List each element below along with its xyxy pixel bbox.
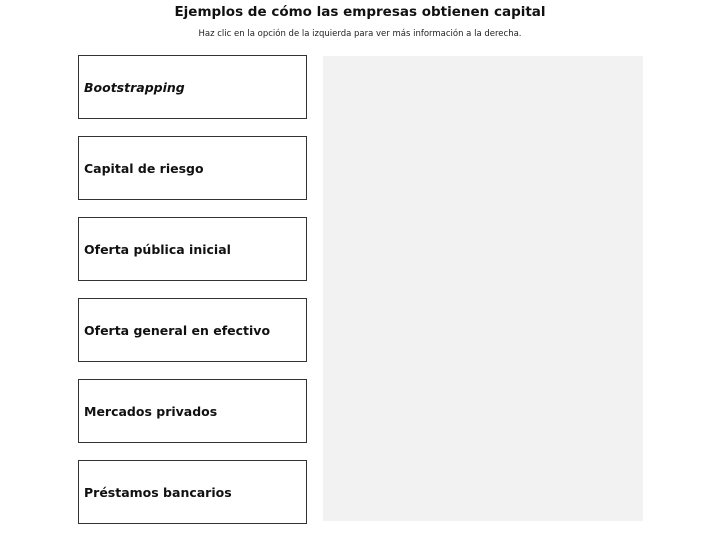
option-prestamos-bancarios[interactable] [78, 460, 307, 524]
option-bootstrapping[interactable] [78, 55, 307, 119]
option-label: Bootstrapping [84, 79, 185, 95]
page-instructions: Haz clic en la opción de la izquierda para ver más información a la derecha. [198, 29, 522, 39]
option-label: Mercados privados [84, 403, 218, 419]
option-capital-de-riesgo[interactable] [78, 136, 307, 200]
option-mercados-privados[interactable] [78, 379, 307, 443]
option-label: Capital de riesgo [84, 160, 204, 176]
options-list [78, 55, 307, 524]
option-label: Oferta general en efectivo [84, 322, 271, 338]
option-label: Oferta pública inicial [84, 241, 231, 257]
option-oferta-general-en-efectivo[interactable] [78, 298, 307, 362]
detail-panel [323, 56, 643, 521]
page-title: Ejemplos de cómo las empresas obtienen capital [174, 4, 546, 20]
option-oferta-publica-inicial[interactable] [78, 217, 307, 281]
option-label: Préstamos bancarios [84, 484, 232, 500]
